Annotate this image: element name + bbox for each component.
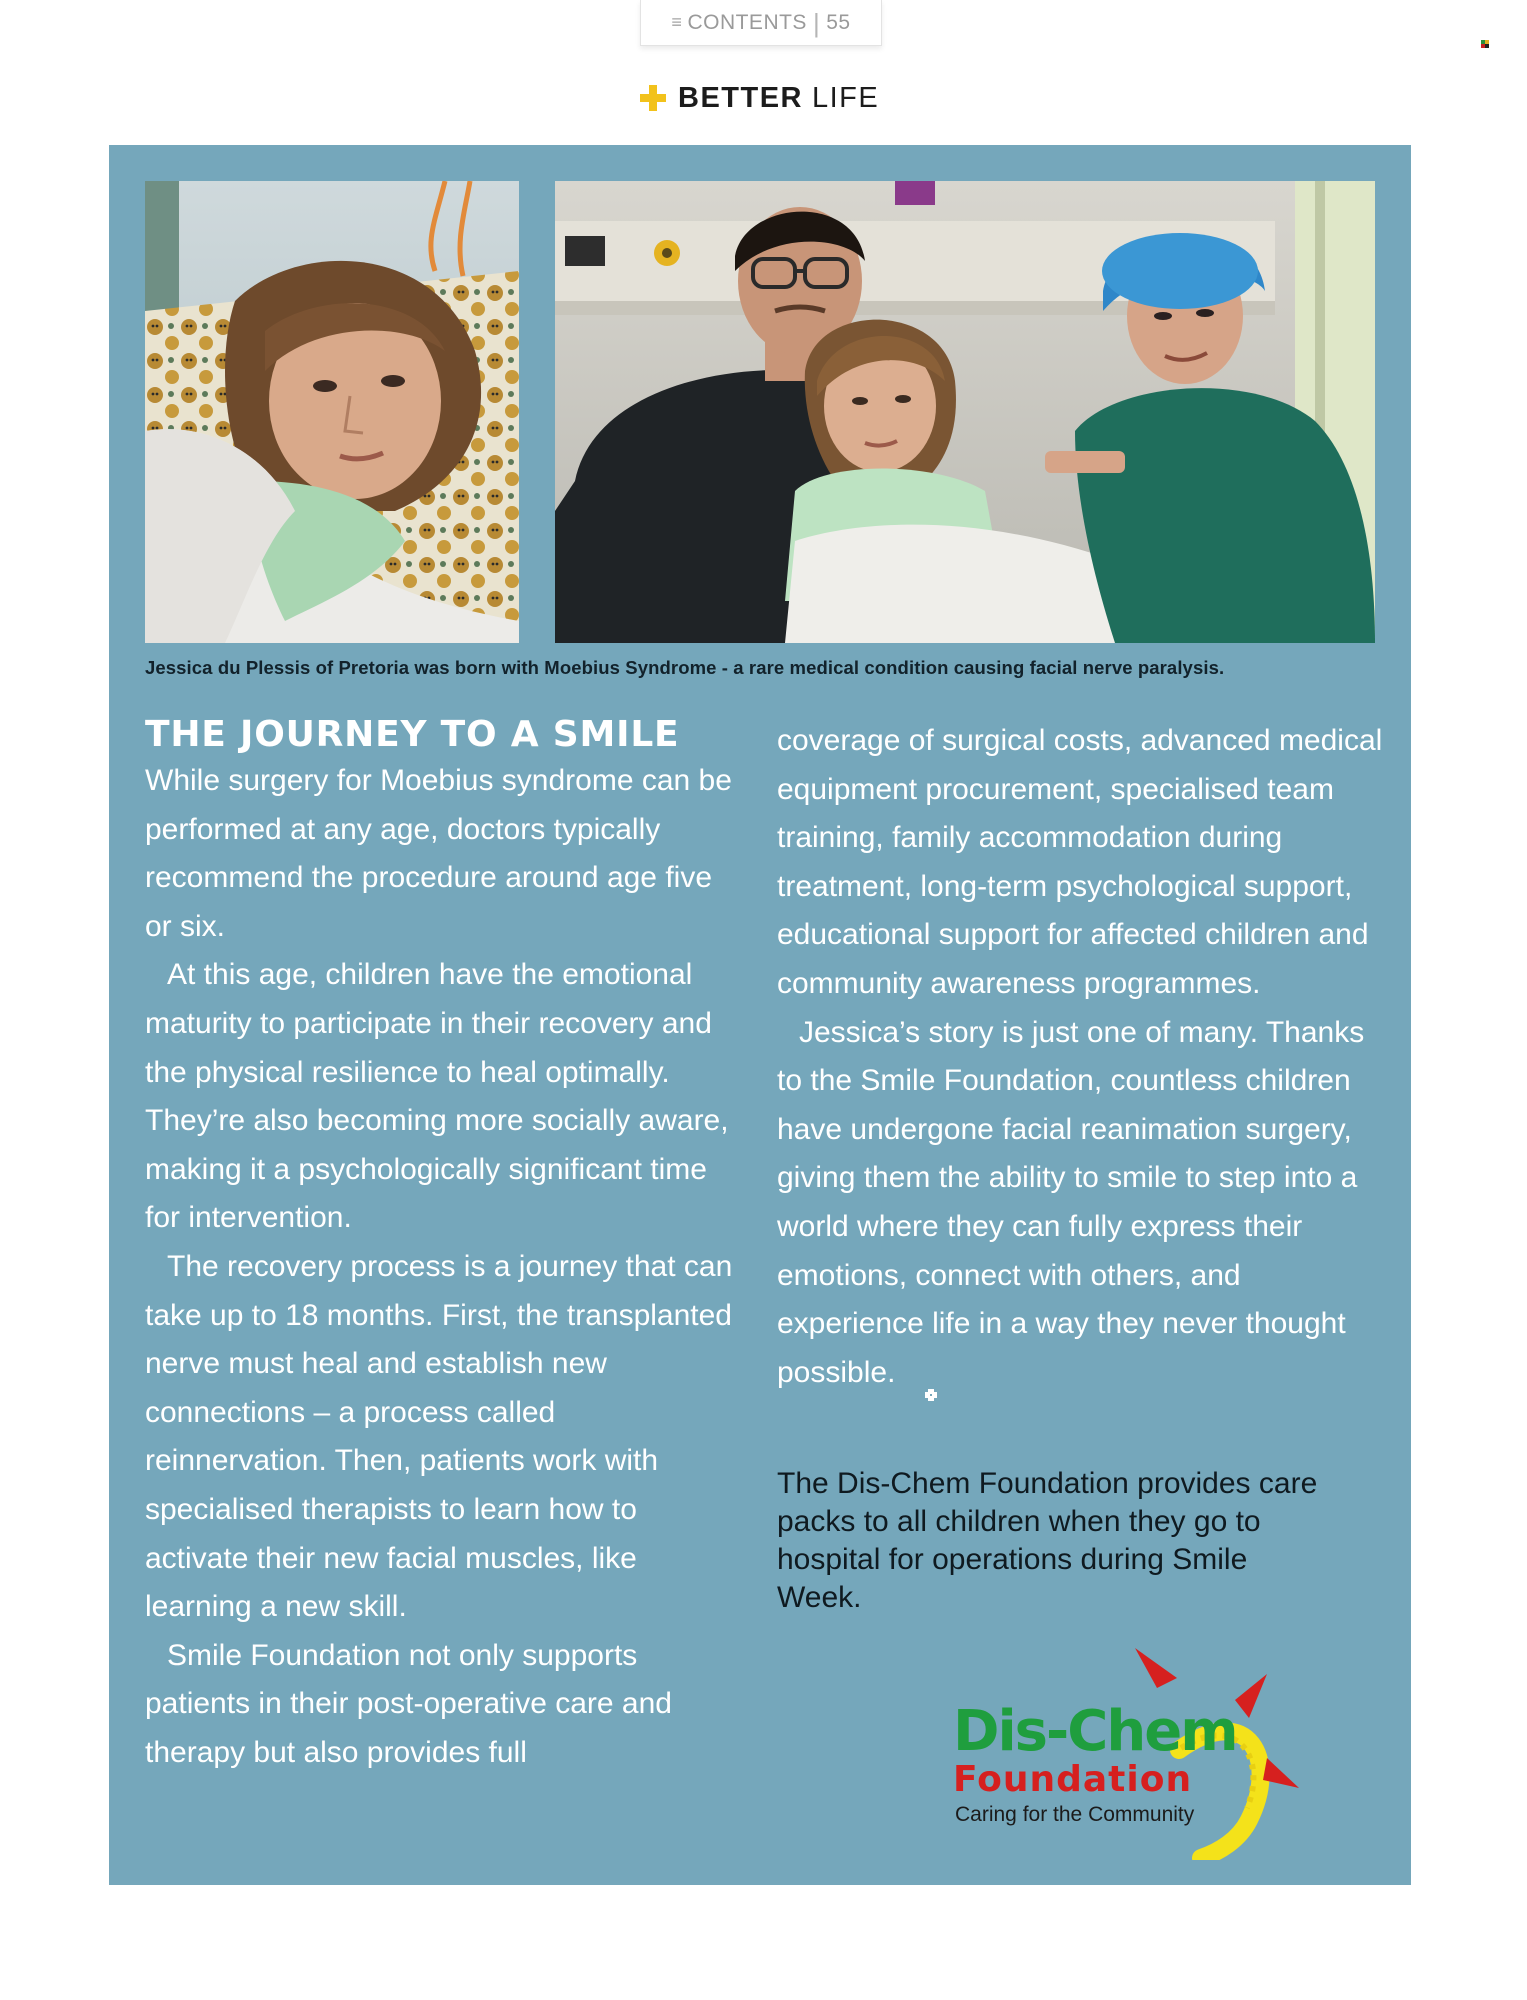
contents-label: CONTENTS [687, 10, 807, 34]
article-column-left [145, 713, 745, 1777]
logo-sub: Foundation [953, 1759, 1193, 1800]
paragraph: The recovery process is a journey that can take up to 18 months. First, the transplanted nerve must heal and establish new connections – a process called reinnervation. Then, patients work with specialised therapists to learn how to activate their new facial muscles, like learning a new skill. [145, 1249, 733, 1624]
plus-icon [640, 85, 666, 111]
paragraph-text: Jessica’s story is just one of many. Thanks to the Smile Foundation, countless children have undergone facial reanimation surgery, giving them the ability to smile to step into a world where they can fully express their emotions, connect with others, and experience life in a way they never thought possible. [777, 1015, 1365, 1389]
dis-chem-foundation-logo [949, 1640, 1389, 1860]
end-of-article-icon [903, 1368, 915, 1380]
paragraph: coverage of surgical costs, advanced medical equipment procurement, specialised team training, family accommodation during treatment, long-term psychological support, educational support for affected children and community awareness programmes. [777, 724, 1383, 1000]
paragraph-final [777, 1009, 1387, 1398]
photo-girl-in-bed [145, 181, 519, 643]
paragraph: At this age, children have the emotional maturity to participate in their recovery and the physical resilience to heal optimally. They’re also becoming more socially aware, making it a psychologically significant time for intervention. [145, 958, 729, 1235]
logo-tagline: Caring for the Community [955, 1803, 1195, 1826]
divider: | [812, 7, 821, 38]
article-panel [109, 145, 1411, 1885]
paragraph: Smile Foundation not only supports patients in their post-operative care and therapy but also provides full [145, 1638, 672, 1769]
dis-chem-callout: The Dis-Chem Foundation provides care packs to all children when they go to hospital for operations during Smile Week. [777, 1467, 1318, 1614]
corner-color-mark [1481, 40, 1490, 49]
page-number: 55 [826, 10, 851, 34]
photo-jessica-with-family-and-nurse [555, 181, 1375, 643]
photo-caption: Jessica du Plessis of Pretoria was born with Moebius Syndrome - a rare medical condition causing facial nerve paralysis. [145, 657, 1225, 678]
article-heading: THE JOURNEY TO A SMILE [145, 714, 680, 755]
menu-icon: ≡ [671, 12, 683, 32]
contents-tab[interactable] [640, 0, 882, 46]
logo-name: Dis-Chem [953, 1699, 1237, 1764]
section-header [640, 80, 890, 116]
section-title-light: LIFE [812, 81, 880, 114]
paragraph: While surgery for Moebius syndrome can be performed at any age, doctors typically recommend the procedure around age five or six. [145, 764, 732, 943]
section-title-bold: BETTER [678, 81, 803, 114]
article-column-right [777, 717, 1387, 1397]
